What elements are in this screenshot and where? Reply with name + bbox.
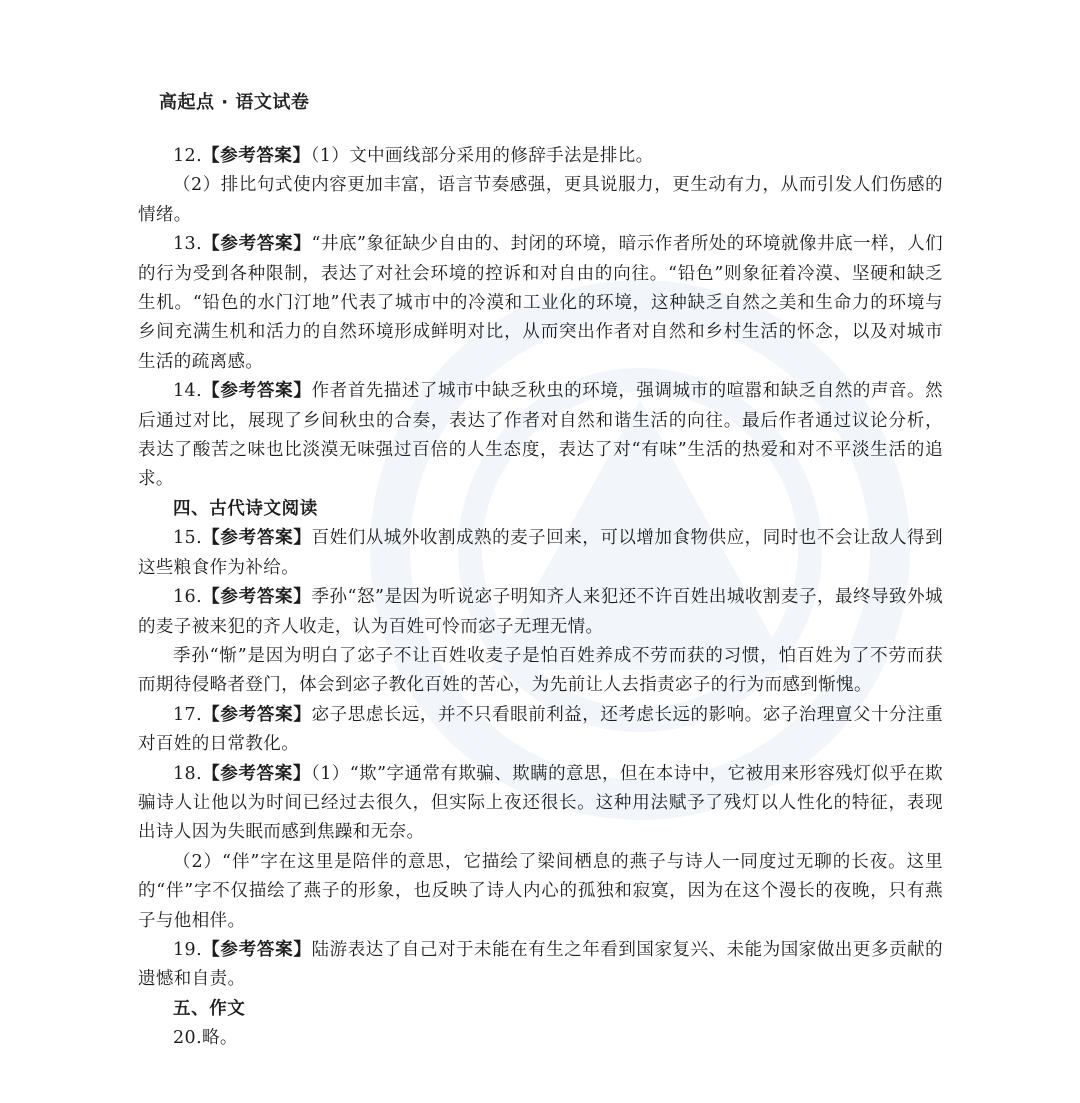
answer-tag: 【参考答案】 [202,704,312,725]
answer-text: 宓子思虑长远，并不只看眼前利益，还考虑长远的影响。宓子治理亶父十分注重对百姓的日常教化。 [138,704,943,755]
answer-tag: 【参考答案】 [202,763,312,784]
answer-text: “井底”象征缺少自由的、封闭的环境，暗示作者所处的环境就像井底一样，人们的行为受到各种限制，表达了对社会环境的控诉和对自由的向往。“铅色”则象征着冷漠、坚硬和缺乏生机。“铅色的水门汀地”代表了城市中的冷漠和工业化的环境，这种缺乏自然之美和生命力的环境与乡间充满生机和活力的自然环境形成鲜明对比，从而突出作者对自然和乡村生活的怀念，以及对城市生活的疏离感。 [138,234,943,372]
question-number: 16. [173,587,203,608]
section-heading: 五、作文 [173,998,246,1019]
answer-paragraph [138,760,943,848]
answer-tag: 【参考答案】 [202,381,312,402]
answer-continuation: （2）排比句式使内容更加丰富，语言节奏感强，更具说服力，更生动有力，从而引发人们伤感的情绪。 [138,175,943,225]
answer-paragraph [138,524,943,583]
question-number: 14. [173,381,203,402]
answer-tag: 【参考答案】 [202,234,312,255]
question-number: 12. [173,146,203,166]
answer-text: （1）文中画线部分采用的修辞手法是排比。 [310,146,654,166]
answer-continuation: （2）“伴”字在这里是陪伴的意思，它描绘了梁间栖息的燕子与诗人一同度过无聊的长夜。这里的“伴”字不仅描绘了燕子的形象，也反映了诗人内心的孤独和寂寞，因为在这个漫长的夜晚，只有燕子与他相伴。 [138,851,943,931]
answer-tag: 【参考答案】 [202,587,312,608]
question-number: 19. [173,939,203,960]
answer-text: 季孙“怒”是因为听说宓子明知齐人来犯还不许百姓出城收割麦子，最终导致外城的麦子被来犯的齐人收走，认为百姓可怜而宓子无理无情。 [138,587,943,637]
answer-tag: 【参考答案】 [202,146,311,166]
answer-text: 作者首先描述了城市中缺乏秋虫的环境，强调城市的喧嚣和缺乏自然的声音。然后通过对比，展现了乡间秋虫的合奏，表达了作者对自然和谐生活的向往。最后作者通过议论分析，表达了酸苦之味也比淡漠无味强过百倍的人生态度，表达了对“有味”生活的热爱和对不平淡生活的追求。 [138,381,943,490]
answer-paragraph [138,701,943,760]
answer-paragraph [138,230,943,377]
answer-continuation: 20.略。 [173,1028,238,1049]
answer-paragraph [138,583,943,642]
question-number: 17. [173,704,203,725]
page-header: 高起点 · 语文试卷 [159,92,310,113]
answer-paragraph [138,377,943,495]
answer-paragraph [138,936,943,995]
question-number: 13. [173,234,203,255]
answer-text: 陆游表达了自己对于未能在有生之年看到国家复兴、未能为国家做出更多贡献的遗憾和自责。 [138,939,943,990]
answer-tag: 【参考答案】 [202,939,312,960]
section-heading: 四、古代诗文阅读 [173,498,318,519]
answer-text: （1）“欺”字通常有欺骗、欺瞒的意思，但在本诗中，它被用来形容残灯似乎在欺骗诗人让他以为时间已经过去很久，但实际上夜还很长。这种用法赋予了残灯以人性化的特征，表现出诗人因为失眠而感到焦躁和无奈。 [138,763,943,843]
question-number: 18. [173,763,203,784]
question-number: 15. [173,528,203,549]
answer-text: 百姓们从城外收割成熟的麦子回来，可以增加食物供应，同时也不会让敌人得到这些粮食作为补给。 [138,528,943,578]
answer-tag: 【参考答案】 [202,528,312,549]
answer-paragraph [138,142,943,171]
answer-content [138,142,943,1054]
answer-continuation: 季孙“惭”是因为明白了宓子不让百姓收麦子是怕百姓养成不劳而获的习惯，怕百姓为了不劳而获而期待侵略者登门，体会到宓子教化百姓的苦心，为先前让人去指责宓子的行为而感到惭愧。 [138,645,943,696]
